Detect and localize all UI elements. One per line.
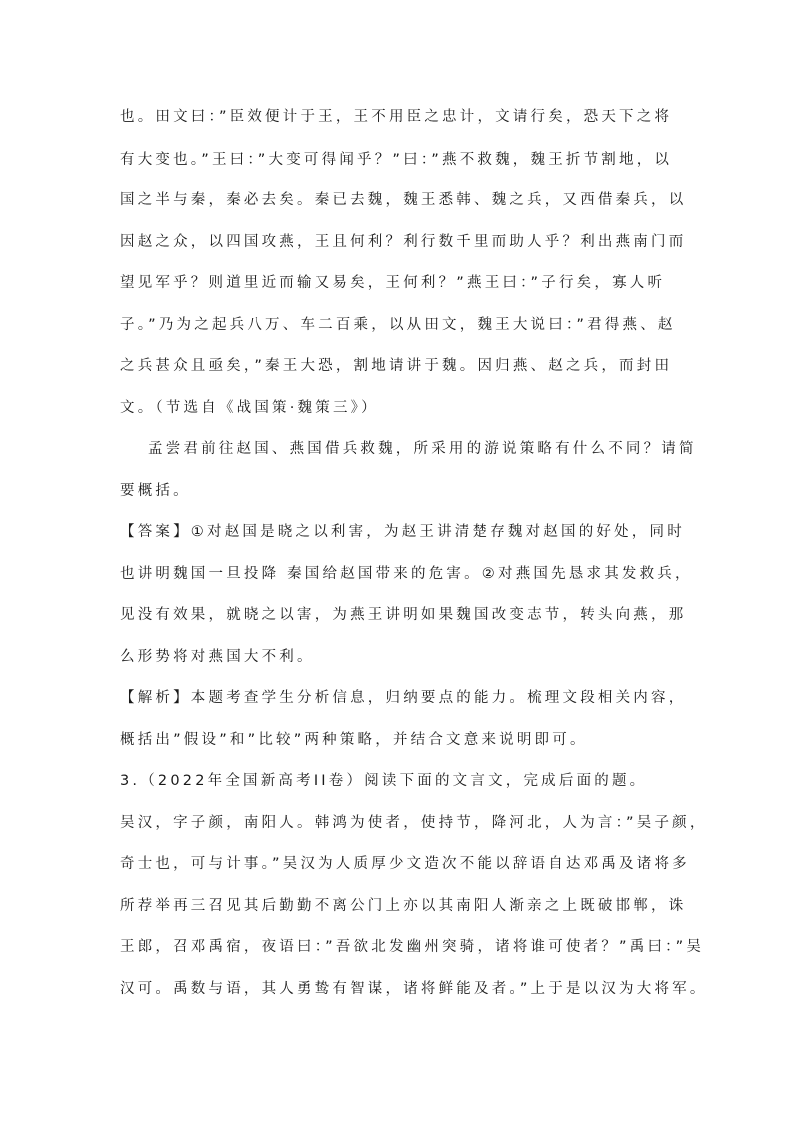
text-line: 王郎，召邓禹宿，夜语曰：”吾欲北发幽州突骑，诸将谁可使者？”禹曰：”吴 [120,939,705,955]
text-line: 汉可。禹数与语，其人勇鸷有智谋，诸将鲜能及者。”上于是以汉为大将军。 [120,981,708,997]
text-line: 国之半与秦，秦必去矣。秦已去魏，魏王悉韩、魏之兵，又西借秦兵，以 [120,192,687,208]
question-text: 要概括。 [120,483,191,499]
question-text: 孟尝君前往赵国、燕国借兵救魏，所采用的游说策略有什么不同？请简 [148,441,697,457]
answer-text: 见没有效果，就晓之以害，为燕王讲明如果魏国改变志节，转头向燕，那 [120,607,687,623]
text-line: 有大变也。”王曰：”大变可得闻乎？”曰：”燕不救魏，魏王折节割地，以 [120,152,673,168]
answer-text: 【答案】①对赵国是晓之以利害，为赵王讲清楚存魏对赵国的好处，同时 [120,524,685,540]
text-line: 所荐举再三召见其后勤勤不离公门上亦以其南阳人渐亲之上既破邯郸，诛 [120,898,687,914]
answer-text: 也讲明魏国一旦投降 秦国给赵国带来的危害。②对燕国先恳求其发救兵， [120,566,693,582]
answer-text: 么形势将对燕国大不利。 [120,649,315,665]
text-line: 奇士也，可与计事。”吴汉为人质厚少文造次不能以辞语自达邓禹及诸将多 [120,856,690,872]
source-citation: 文。（节选自《战国策·魏策三》） [120,400,379,416]
text-line: 之兵甚众且亟矣，”秦王大恐，割地请讲于魏。因归燕、赵之兵，而封田 [120,358,673,374]
question-heading: 3.（2022年全国新高考II卷）阅读下面的文言文，完成后面的题。 [120,773,648,789]
analysis-text: 概括出”假设”和”比较”两种策略，并结合文意来说明即可。 [120,732,588,748]
text-line: 子。”乃为之起兵八万、车二百乘，以从田文，魏王大说曰：”君得燕、赵 [120,317,676,333]
text-line: 也。田文曰：”臣效便计于王，王不用臣之忠计，文请行矣，恐天下之将 [120,109,673,125]
text-line: 吴汉，字子颜，南阳人。韩鸿为使者，使持节，降河北，人为言：”吴子颜， [120,815,708,831]
text-line: 因赵之众，以四国攻燕，王且何利？利行数千里而助人乎？利出燕南门而 [120,234,687,250]
text-line: 望见军乎？则道里近而输又易矣，王何利？”燕王曰：”子行矣，寡人听 [120,275,666,291]
analysis-text: 【解析】本题考查学生分析信息，归纳要点的能力。梳理文段相关内容， [120,690,687,706]
